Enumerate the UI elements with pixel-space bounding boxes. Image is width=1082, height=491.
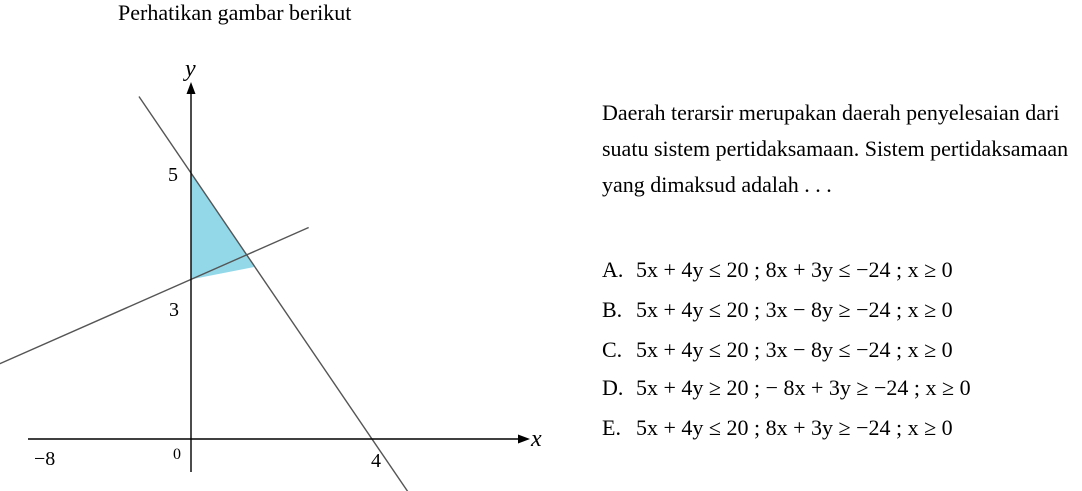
option-expression: 5x + 4y ≤ 20 ; 8x + 3y ≥ −24 ; x ≥ 0 (636, 415, 953, 440)
option-expression: 5x + 4y ≤ 20 ; 3x − 8y ≥ −24 ; x ≥ 0 (636, 297, 953, 322)
option-d[interactable] (602, 370, 971, 406)
option-c[interactable] (602, 332, 953, 368)
x-intercept-4-label: 4 (371, 450, 381, 472)
option-letter: C. (602, 337, 623, 362)
option-expression: 5x + 4y ≥ 20 ; − 8x + 3y ≥ −24 ; x ≥ 0 (636, 375, 971, 400)
x-axis-label: x (531, 426, 542, 452)
option-letter: A. (602, 257, 624, 282)
line-3x-minus-8y-eq-neg24 (0, 228, 309, 451)
line-5x-plus-4y-eq-20 (139, 97, 408, 491)
shaded-region (191, 173, 255, 279)
option-b[interactable] (602, 292, 953, 328)
origin-label: 0 (173, 446, 181, 463)
y-axis-label: y (185, 56, 196, 82)
question-text: Daerah terarsir merupakan daerah penyelesaian dari suatu sistem pertidaksamaan. Sistem pertidaksamaan yang dimaksud adalah . . . (602, 100, 1069, 197)
x-axis-arrow-icon (518, 435, 530, 444)
option-letter: E. (602, 415, 621, 440)
y-intercept-5-label: 5 (168, 164, 178, 186)
option-letter: D. (602, 375, 624, 400)
option-expression: 5x + 4y ≤ 20 ; 3x − 8y ≤ −24 ; x ≥ 0 (636, 337, 953, 362)
x-intercept-neg8-label: −8 (34, 448, 56, 470)
option-a[interactable] (602, 252, 953, 288)
page-title: Perhatikan gambar berikut (118, 0, 352, 25)
y-intercept-3-label: 3 (169, 299, 179, 321)
option-e[interactable] (602, 410, 953, 446)
y-axis-arrow-icon (187, 82, 196, 94)
option-expression: 5x + 4y ≤ 20 ; 8x + 3y ≤ −24 ; x ≥ 0 (636, 257, 953, 282)
option-letter: B. (602, 297, 623, 322)
